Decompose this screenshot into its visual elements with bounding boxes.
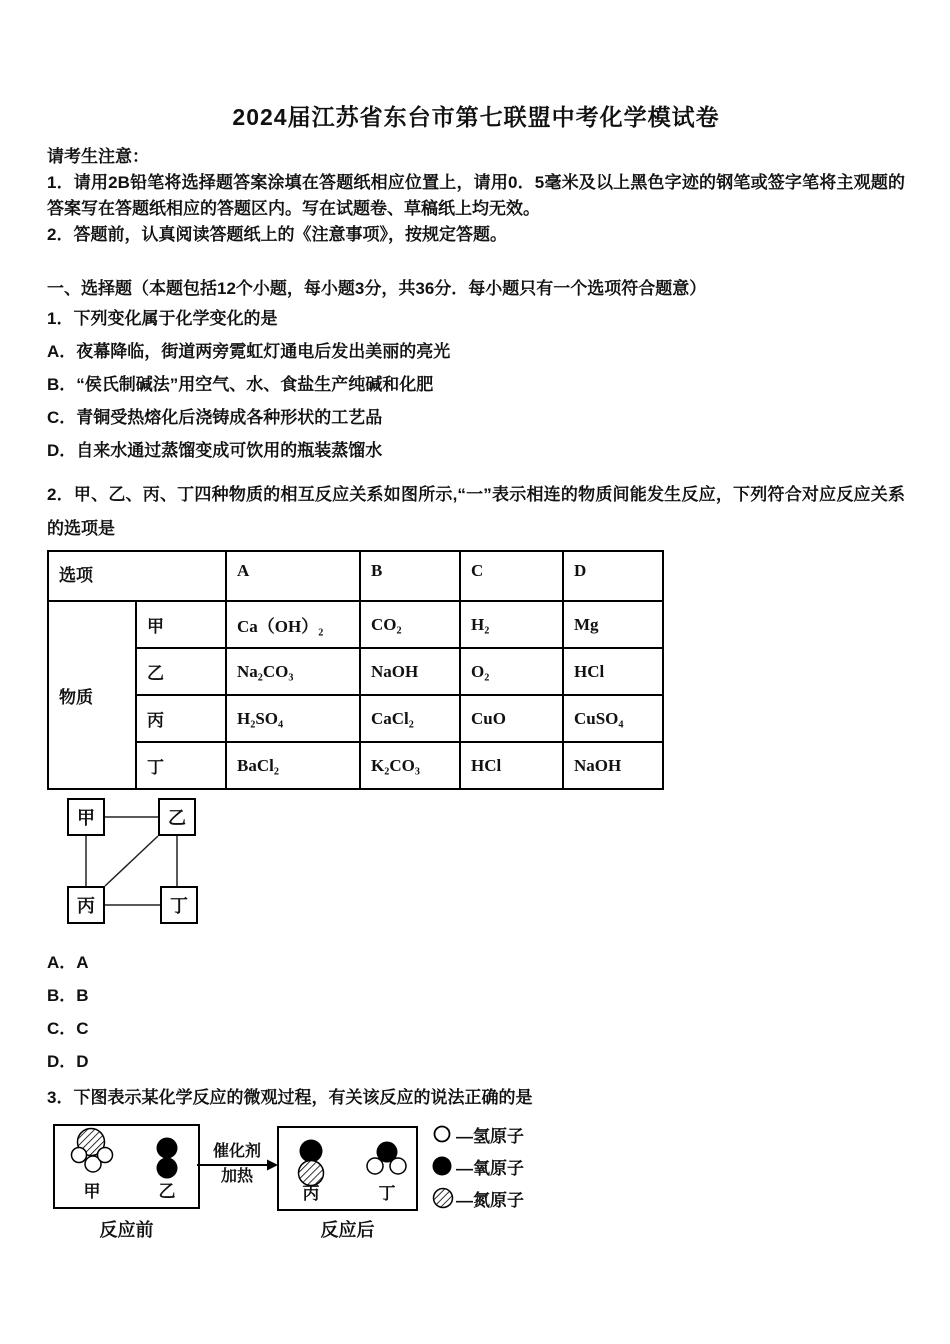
table-col-d: D	[563, 551, 663, 601]
cell-jia-d: Mg	[563, 601, 663, 648]
legend-item-nitrogen	[432, 1185, 524, 1211]
reactants-box	[53, 1124, 200, 1209]
row-label-yi: 乙	[136, 648, 226, 695]
row-label-jia: 甲	[136, 601, 226, 648]
table-row-ding	[48, 742, 663, 789]
bond-bing-yi	[105, 836, 158, 886]
cell-jia-a: Ca（OH）₂	[226, 601, 360, 648]
cell-bing-c: CuO	[460, 695, 563, 742]
cell-bing-d: CuSO₄	[563, 695, 663, 742]
legend-label-nitrogen: —氮原子	[456, 1190, 524, 1210]
q2-option-d: D．D	[47, 1052, 89, 1071]
row-label-ding: 丁	[136, 742, 226, 789]
nitrogen-atom-icon	[432, 1187, 456, 1209]
table-row-jia	[48, 601, 663, 648]
table-row-bing	[48, 695, 663, 742]
cell-yi-c: O₂	[460, 648, 563, 695]
legend-label-oxygen: —氧原子	[456, 1158, 524, 1178]
q1-option-d: D．自来水通过蒸馏变成可饮用的瓶装蒸馏水	[47, 441, 383, 460]
graph-node-yi: 乙	[158, 798, 196, 836]
q2-substances-table	[47, 550, 664, 790]
q2-stem: 2．甲、乙、丙、丁四种物质的相互反应关系如图所示,“一”表示相连的物质间能发生反应，下列符合对应反应关系的选项是	[47, 485, 905, 538]
table-row-yi	[48, 648, 663, 695]
after-reaction-label: 反应后	[320, 1220, 375, 1240]
cell-jia-b: CO₂	[360, 601, 460, 648]
oxygen-atom-icon	[157, 1158, 178, 1179]
molecule-label-yi: 乙	[158, 1182, 176, 1201]
section-1-heading: 一、选择题（本题包括12个小题，每小题3分，共36分．每小题只有一个选项符合题意）	[47, 279, 707, 298]
table-col-c: C	[460, 551, 563, 601]
q2-relationship-diagram	[57, 794, 267, 932]
heating-label: 加热	[220, 1168, 253, 1185]
row-label-bing: 丙	[136, 695, 226, 742]
table-col-a: A	[226, 551, 360, 601]
q2-option-a: A．A	[47, 953, 89, 972]
cell-yi-b: NaOH	[360, 648, 460, 695]
hydrogen-atom-icon	[367, 1158, 383, 1174]
q1-option-b: B．“侯氏制碱法”用空气、水、食盐生产纯碱和化肥	[47, 375, 434, 394]
cell-jia-c: H₂	[460, 601, 563, 648]
legend-label-hydrogen: —氢原子	[456, 1126, 524, 1146]
notice-heading: 请考生注意：	[47, 147, 149, 166]
notice-item-1: 1．请用2B铅笔将选择题答案涂填在答题纸相应位置上，请用0．5毫米及以上黑色字迹的钢笔或签字笔将主观题的答案写在答题纸相应的答题区内。写在试题卷、草稿纸上均无效。	[47, 173, 905, 218]
table-corner-label: 选项	[48, 551, 226, 601]
cell-ding-b: K₂CO₃	[360, 742, 460, 789]
table-col-b: B	[360, 551, 460, 601]
q3-stem: 3．下图表示某化学反应的微观过程，有关该反应的说法正确的是	[47, 1088, 533, 1107]
hydrogen-atom-icon	[432, 1124, 456, 1144]
q1-stem: 1．下列变化属于化学变化的是	[47, 309, 278, 328]
table-group-label: 物质	[48, 601, 136, 789]
cell-bing-b: CaCl₂	[360, 695, 460, 742]
hydrogen-atom-icon	[72, 1148, 87, 1163]
graph-node-bing: 丙	[67, 886, 105, 924]
molecule-label-jia: 甲	[83, 1182, 101, 1201]
cell-bing-a: H₂SO₄	[226, 695, 360, 742]
graph-node-jia: 甲	[67, 798, 105, 836]
before-reaction-label: 反应前	[99, 1220, 154, 1240]
cell-ding-a: BaCl₂	[226, 742, 360, 789]
notice-item-2: 2．答题前，认真阅读答题纸上的《注意事项》，按规定答题。	[47, 225, 507, 244]
q1-option-a: A．夜幕降临，街道两旁霓虹灯通电后发出美丽的亮光	[47, 342, 451, 361]
oxygen-atom-icon	[157, 1138, 178, 1159]
oxygen-atom-icon	[300, 1140, 323, 1163]
hydrogen-atom-icon	[98, 1148, 113, 1163]
graph-node-ding: 丁	[160, 886, 198, 924]
legend-item-oxygen	[432, 1153, 524, 1179]
oxygen-atom-icon	[432, 1155, 456, 1177]
molecule-label-ding: 丁	[378, 1184, 396, 1203]
page-title: 2024届江苏省东台市第七联盟中考化学模试卷	[232, 104, 720, 130]
cell-ding-c: HCl	[460, 742, 563, 789]
q3-micro-diagram	[47, 1119, 607, 1253]
reactant-molecules	[55, 1126, 198, 1207]
catalyst-label: 催化剂	[212, 1143, 261, 1160]
cell-yi-d: HCl	[563, 648, 663, 695]
cell-ding-d: NaOH	[563, 742, 663, 789]
q1-option-c: C．青铜受热熔化后浇铸成各种形状的工艺品	[47, 408, 383, 427]
molecule-label-bing: 丙	[302, 1184, 320, 1203]
atom-legend	[432, 1121, 524, 1217]
q2-option-b: B．B	[47, 986, 89, 1005]
table-header-row	[48, 551, 663, 601]
hydrogen-atom-icon	[390, 1158, 406, 1174]
legend-item-hydrogen	[432, 1121, 524, 1147]
q2-option-c: C．C	[47, 1019, 89, 1038]
cell-yi-a: Na₂CO₃	[226, 648, 360, 695]
products-box	[277, 1126, 418, 1211]
